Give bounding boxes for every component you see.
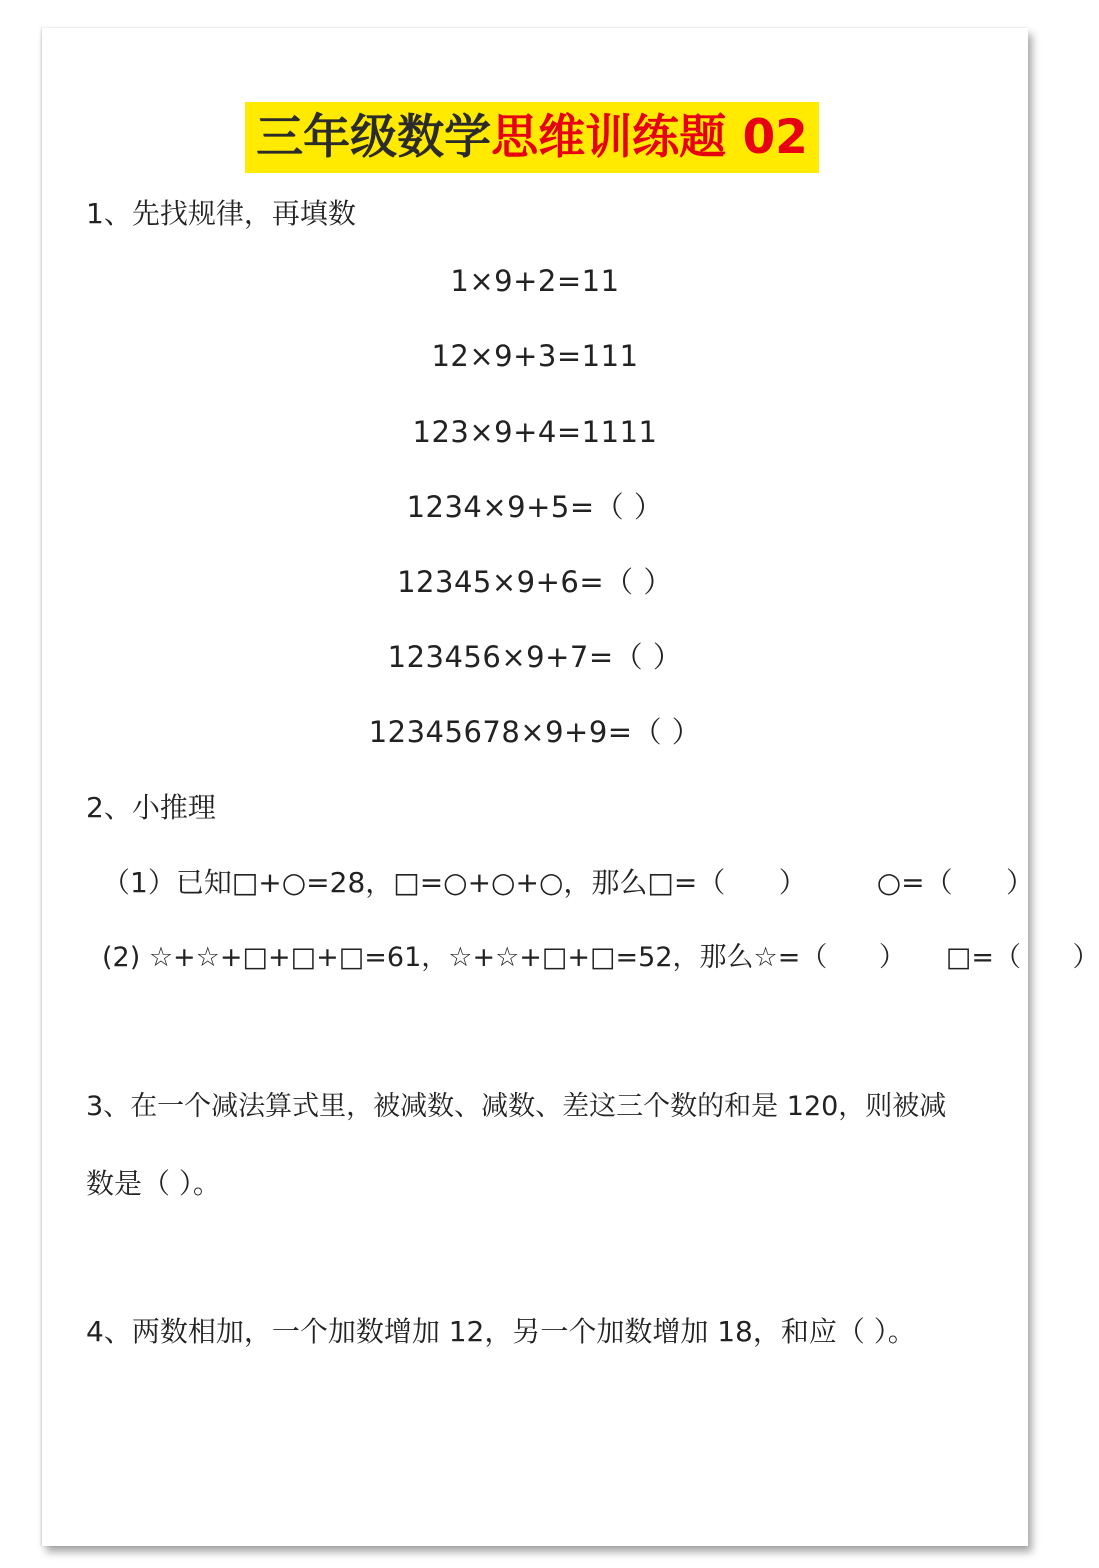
question-3-line-1: 3、在一个减法算式里，被减数、减数、差这三个数的和是 120，则被减 bbox=[86, 1091, 947, 1122]
question-2-part-2-main: (2) ☆+☆+□+□+□=61，☆+☆+□+□=52，那么☆=（ ） bbox=[102, 942, 906, 973]
equation-2: 12×9+3=111 bbox=[431, 339, 639, 373]
question-3-line-2: 数是（ ）。 bbox=[86, 1167, 221, 1200]
equation-5: 12345×9+6=（ ） bbox=[397, 565, 673, 599]
worksheet-page bbox=[42, 28, 1099, 1546]
title-part-black: 三年级数学 bbox=[256, 110, 492, 165]
question-2-heading: 2、小推理 bbox=[86, 791, 216, 824]
equation-3: 123×9+4=1111 bbox=[412, 415, 658, 449]
question-4: 4、两数相加，一个加数增加 12，另一个加数增加 18，和应（ ）。 bbox=[86, 1315, 916, 1348]
question-2-part-1 bbox=[102, 865, 1034, 901]
title-banner bbox=[245, 102, 819, 173]
page-title bbox=[245, 102, 819, 173]
equation-6: 123456×9+7=（ ） bbox=[387, 640, 683, 674]
equation-1: 1×9+2=11 bbox=[450, 264, 620, 298]
question-1-heading: 1、先找规律，再填数 bbox=[86, 197, 356, 230]
question-2-part-2-square: □=（ ） bbox=[945, 942, 1099, 973]
question-2-part-1-circle: ○=（ ） bbox=[876, 866, 1035, 899]
title-part-red: 思维训练题 02 bbox=[491, 110, 808, 165]
equation-4: 1234×9+5=（ ） bbox=[406, 490, 664, 524]
equation-7: 12345678×9+9=（ ） bbox=[368, 715, 702, 749]
question-2-part-2 bbox=[102, 940, 1099, 976]
question-2-part-1-main: （1）已知□+○=28，□=○+○+○，那么□=（ ） bbox=[102, 866, 807, 899]
